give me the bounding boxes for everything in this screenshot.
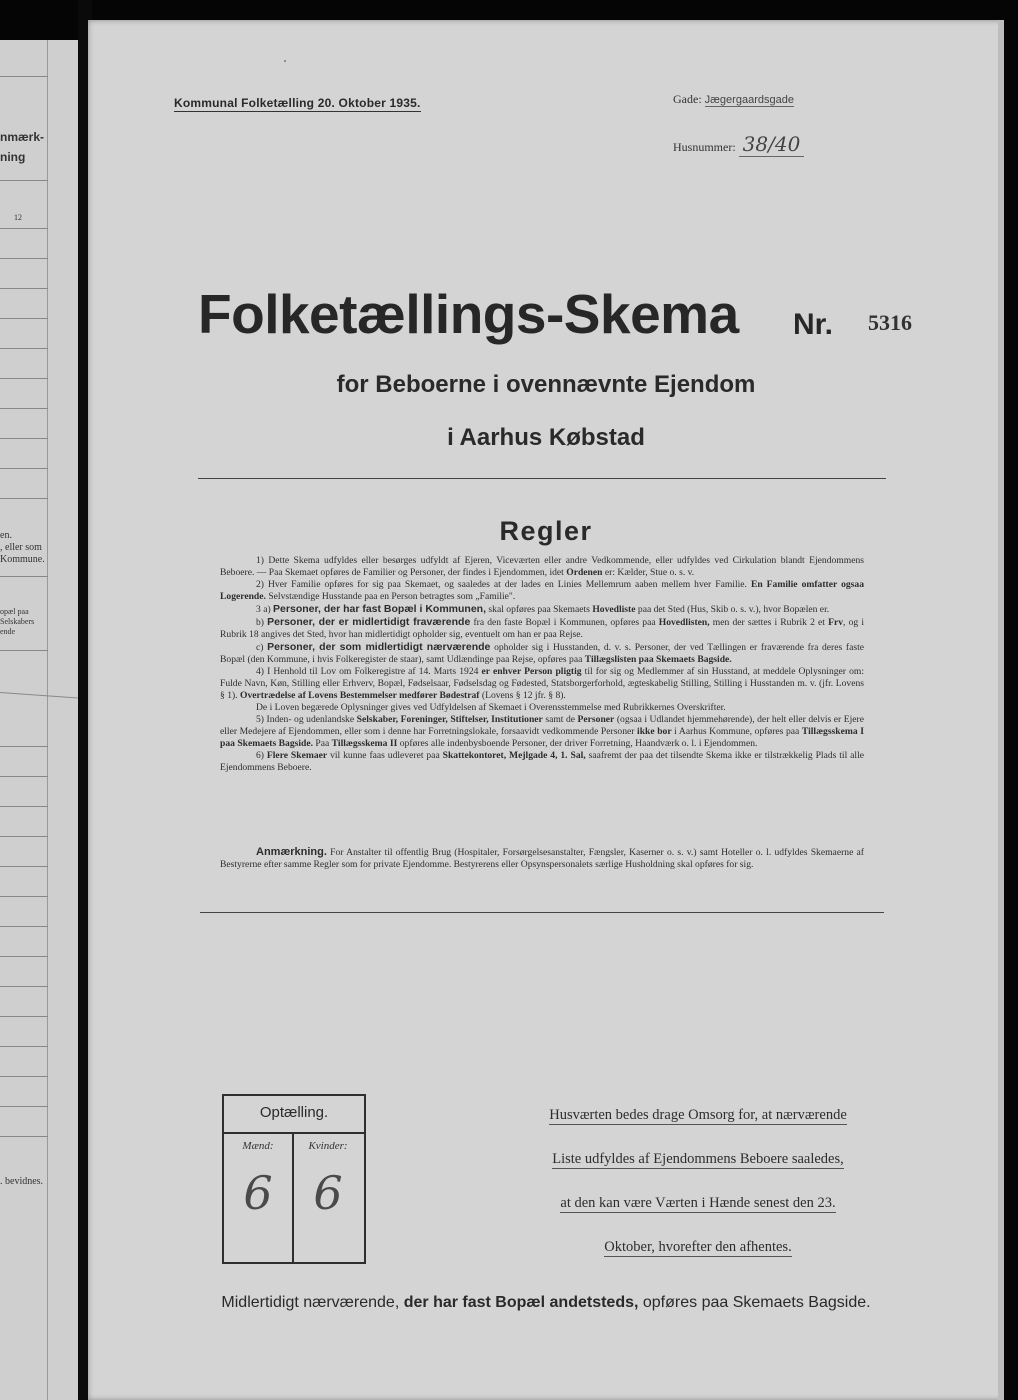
count-box [222,1094,366,1264]
left-page-rule [0,288,48,289]
left-page-fragment: Kommune. [0,554,45,565]
left-page-rule [0,1016,48,1017]
rule-6: 6) Flere Skemaer vil kunne faas udleveret paa Skattekontoret, Mejlgade 4, 1. Sal, saafremt der paa det tilsendte Skema ikke er tilstrækkelig Plads til alle Ejendommens Beboere. [220,750,865,773]
left-page-fragment: , eller som [0,542,42,553]
rules-text [220,555,864,774]
left-page-column-line [47,40,48,1400]
street-label: Gade: [673,92,702,106]
rule-4: 4) I Henhold til Lov om Folkeregistre af 14. Marts 1924 er enhver Person pligtig til for sig og Medlemmer af sin Husstand, at meddele Oplysninger om: Fulde Navn, Køn, Stilling eller Erhverv, Bopæl, Fødselsaar, Fødselsdag og Fødested, Statsborgerforhold, ægteskabelig Stilling, Stilling i Husstanden m. v. (jfr. Lovens § 1). Overtrædelse af Lovens Bestemmelser medfører Bødestraf (Lovens § 12 jfr. § 8). [220,666,864,701]
form-number-label: Nr. [793,308,834,341]
count-heading: Optælling. [259,1104,329,1121]
rule-3a: 3 a) Personer, der har fast Bopæl i Kommunen, skal opføres paa Skemaets Hovedliste paa det Sted (Hus, Skib o. s. v.), hvor Bopælen er. [256,603,830,615]
rules-heading: Regler [499,516,593,546]
note-text: For Anstalter til offentlig Brug (Hospitaler, Forsørgelsesanstalter, Fængsler, Kaserner o. s. v.) samt Hoteller o. l. udfyldes Skemaerne af Bestyrerne efter samme Regler som for private Ejendomme. Bestyrerens eller Opsynspersonalets særlige Husholdning skal opføres for sig. [220,847,864,870]
left-page-rule [0,866,48,867]
women-count: 6 [313,1166,343,1220]
house-number-value: 38/40 [739,132,805,157]
left-page-fragment: ning [0,150,26,164]
form-title: Folketællings-Skema [198,283,739,345]
left-page-fragment: ende [0,627,16,636]
left-page-rule [0,1046,48,1047]
left-page-rule [0,776,48,777]
note-label: Anmærkning. [256,846,327,858]
left-page-rule [0,408,48,409]
divider [198,478,886,479]
left-page-rule [0,1136,48,1137]
men-count: 6 [243,1166,273,1220]
rule-1: 1) Dette Skema udfyldes eller besørges udfyldt af Ejeren, Viceværten eller andre Vedkommende, eller udfyldes ved Cirkulation blandt Ejendommens Beboere. — Paa Skemaet opføres de Familier og Personer, der findes i Ejendommen, idet Ordenen er: Kælder, Stue o. s. v. [220,555,864,578]
women-label: Kvinder: [308,1140,348,1152]
left-page-rule [0,318,48,319]
census-form-page [88,20,1004,1400]
left-page-rule [0,692,78,698]
landlord-notice [528,1098,868,1274]
left-page-rule [0,956,48,957]
left-page-rule [0,76,48,77]
rule-3c: c) Personer, der som midlertidigt nærværende opholder sig i Husstanden, d. v. s. Personer, der ved Tællingen er fraværende fra deres faste Bopæl (den Kommune, i hvis Folkeregister de staar), samt Udlændinge paa Rejse, opføres paa Tillægslisten paa Skemaets Bagside. [220,641,865,665]
left-page-rule [0,258,48,259]
note-paragraph [220,846,864,871]
count-box-rule [224,1132,364,1134]
left-page-rule [0,378,48,379]
left-facing-page [0,40,78,1400]
form-number-value: 5316 [868,310,912,335]
left-page-rule [0,926,48,927]
notice-line: Husværten bedes drage Omsorg for, at nærværende [549,1107,847,1123]
left-page-fragment: opæl paa [0,607,29,616]
left-page-rule [0,986,48,987]
left-page-rule [0,438,48,439]
left-page-rule [0,180,48,181]
left-page-rule [0,896,48,897]
left-page-fragment: Selskabers [0,617,35,626]
form-subtitle-city: i Aarhus Købstad [447,424,645,451]
left-page-rule [0,576,48,577]
left-page-rule [0,650,48,651]
form-subtitle: for Beboerne i ovennævnte Ejendom [336,371,756,398]
footer-instruction: Midlertidigt nærværende, der har fast Bopæl andetsteds, opføres paa Skemaets Bagside. [221,1294,871,1311]
notice-line: at den kan være Værten i Hænde senest den 23. [560,1195,836,1211]
men-label: Mænd: [242,1140,274,1152]
rule-4b: De i Loven begærede Oplysninger gives ved Udfyldelsen af Skemaet i Overensstemmelse med Rubrikkernes Overskrifter. [256,702,726,713]
left-page-rule [0,1076,48,1077]
page-edge [998,20,1004,1400]
left-page-fragment: nmærk- [0,130,45,144]
left-page-fragment: 12 [14,213,22,222]
rule-3b: b) Personer, der er midlertidigt fraværende fra den faste Bopæl i Kommunen, opføres paa Hovedlisten, men der sættes i Rubrik 2 et Frv, og i Rubrik 18 angives det Sted, hvor han midlertidigt opholder sig, eventuelt om han er paa Rejse. [220,616,864,640]
left-page-rule [0,806,48,807]
divider [200,912,884,913]
left-page-rule [0,348,48,349]
left-page-rule [0,1106,48,1107]
rule-2: 2) Hver Familie opføres for sig paa Skemaet, og saaledes at der lades en Linies Mellemrum aaben mellem hver Familie. En Familie omfatter ogsaa Logerende. Selvstændige Husstande paa en Person betragtes som „Familie". [220,579,864,602]
left-page-rule [0,228,48,229]
census-line: Kommunal Folketælling 20. Oktober 1935. [174,96,421,110]
street-value: Jægergaardsgade [704,94,794,106]
left-page-rule [0,746,48,747]
house-number-field [673,132,804,156]
left-page-fragment: . bevidnes. [0,1176,44,1187]
notice-line: Oktober, hvorefter den afhentes. [604,1239,792,1255]
left-page-rule [0,468,48,469]
paper-mark [284,60,286,62]
street-field [673,92,794,107]
rule-5: 5) Inden- og udenlandske Selskaber, Foreninger, Stiftelser, Institutioner samt de Personer (ogsaa i Udlandet hjemmehørende), der helt eller delvis er Ejere eller Medejere af Ejendommen, eller som i denne har Forretningslokale, forsaavidt vedkommende Personer ikke bor i Aarhus Kommune, opføres paa Tillægsskema I paa Skemaets Bagside. Paa Tillægsskema II opføres alle indenbysboende Personer, der driver Forretning, Haandværk o. l. i Ejendommen. [220,714,864,749]
notice-line: Liste udfyldes af Ejendommens Beboere saaledes, [552,1151,844,1167]
house-number-label: Husnummer: [673,140,736,154]
left-page-fragment: en. [0,530,12,541]
left-page-rule [0,836,48,837]
left-page-rule [0,498,48,499]
